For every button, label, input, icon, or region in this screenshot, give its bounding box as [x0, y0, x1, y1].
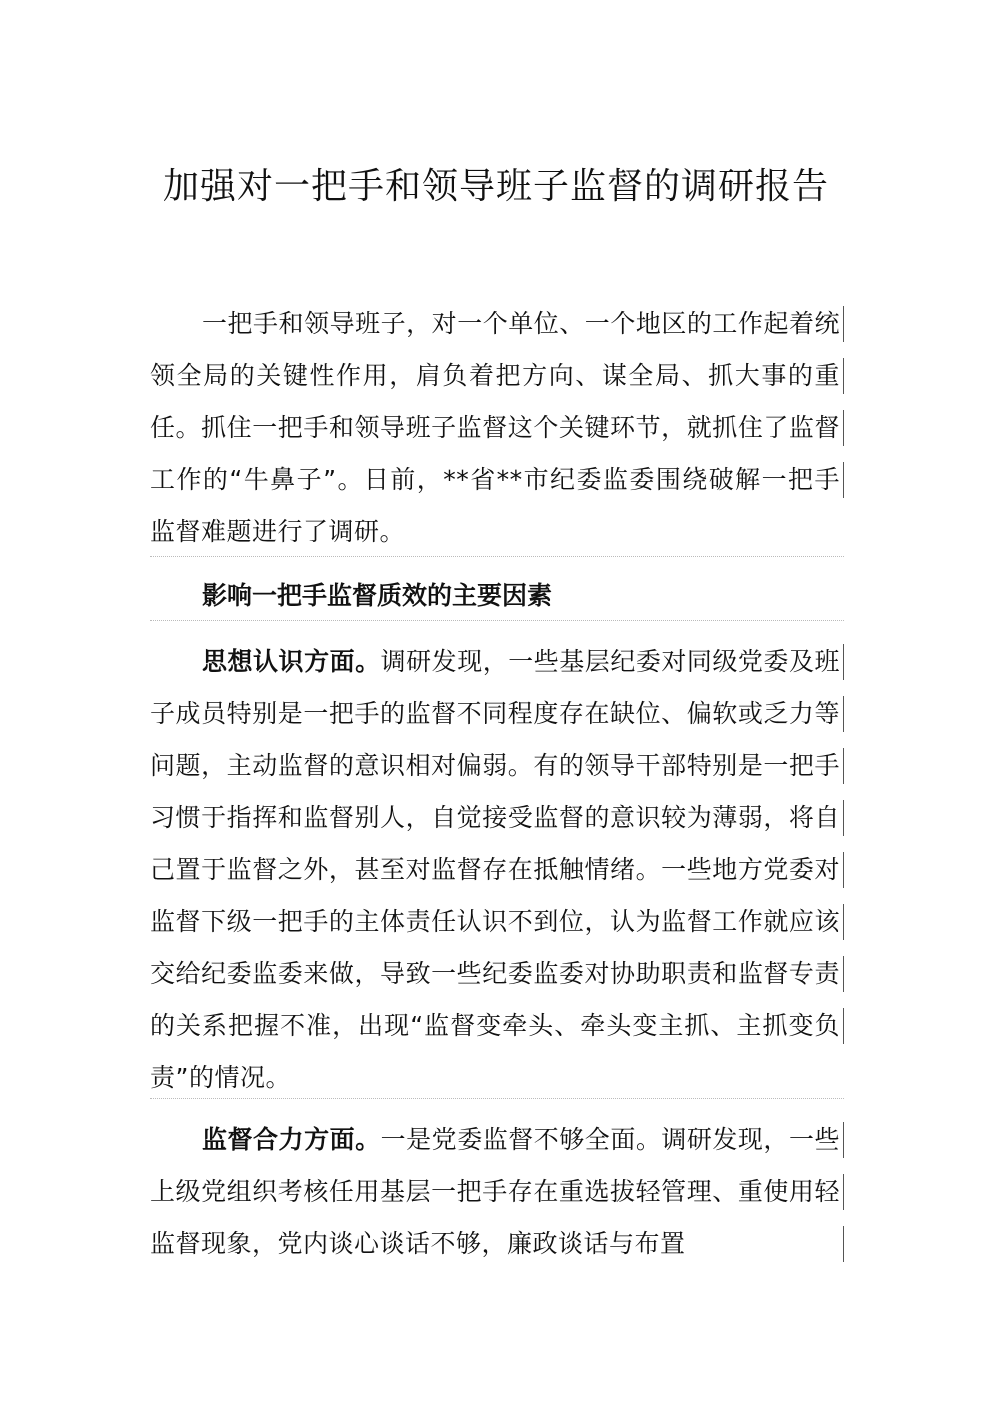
paragraph-thinking-awareness — [150, 636, 840, 1104]
margin-bar — [843, 956, 844, 992]
margin-bar — [843, 410, 844, 446]
paragraph-body: 调研发现，一些基层纪委对同级党委及班子成员特别是一把手的监督不同程度存在缺位、偏软或乏力等问题，主动监督的意识相对偏弱。有的领导干部特别是一把手习惯于指挥和监督别人，自觉接受监督的意识较为薄弱，将自己置于监督之外，甚至对监督存在抵触情绪。一些地方党委对监督下级一把手的主体责任认识不到位，认为监督工作就应该交给纪委监委来做，导致一些纪委监委对协助职责和监督专责的关系把握不准，出现“监督变牵头、牵头变主抓、主抓变负责”的情况。 — [150, 647, 840, 1092]
document-title: 加强对一把手和领导班子监督的调研报告 — [162, 166, 829, 207]
margin-bar — [843, 462, 844, 498]
margin-bar — [843, 306, 844, 342]
margin-bar — [843, 358, 844, 394]
section-heading: 影响一把手监督质效的主要因素 — [202, 581, 553, 610]
margin-bar — [843, 852, 844, 888]
margin-bar — [843, 1122, 844, 1158]
paragraph-body: 一是党委监督不够全面。调研发现，一些上级党组织考核任用基层一把手存在重选拔轻管理、重使用轻监督现象，党内谈心谈话不够，廉政谈话与布置 — [150, 1125, 840, 1258]
margin-bar — [843, 696, 844, 732]
paragraph-separator — [150, 1098, 844, 1099]
paragraph-supervision-synergy — [150, 1114, 840, 1270]
intro-paragraph: 一把手和领导班子，对一个单位、一个地区的工作起着统领全局的关键性作用，肩负着把方向、谋全局、抓大事的重任。抓住一把手和领导班子监督这个关键环节，就抓住了监督工作的“牛鼻子”。日前，**省**市纪委监委围绕破解一把手监督难题进行了调研。 — [150, 309, 840, 546]
margin-bar — [843, 1008, 844, 1044]
margin-bar — [843, 644, 844, 680]
margin-bar — [843, 800, 844, 836]
margin-bar — [843, 1174, 844, 1210]
paragraph-lead: 思想认识方面。 — [202, 647, 381, 676]
paragraph-separator — [150, 556, 844, 557]
paragraph-separator — [150, 620, 844, 621]
margin-bar — [843, 1226, 844, 1262]
margin-bar — [843, 904, 844, 940]
margin-bar — [843, 748, 844, 784]
paragraph-lead: 监督合力方面。 — [202, 1125, 381, 1154]
